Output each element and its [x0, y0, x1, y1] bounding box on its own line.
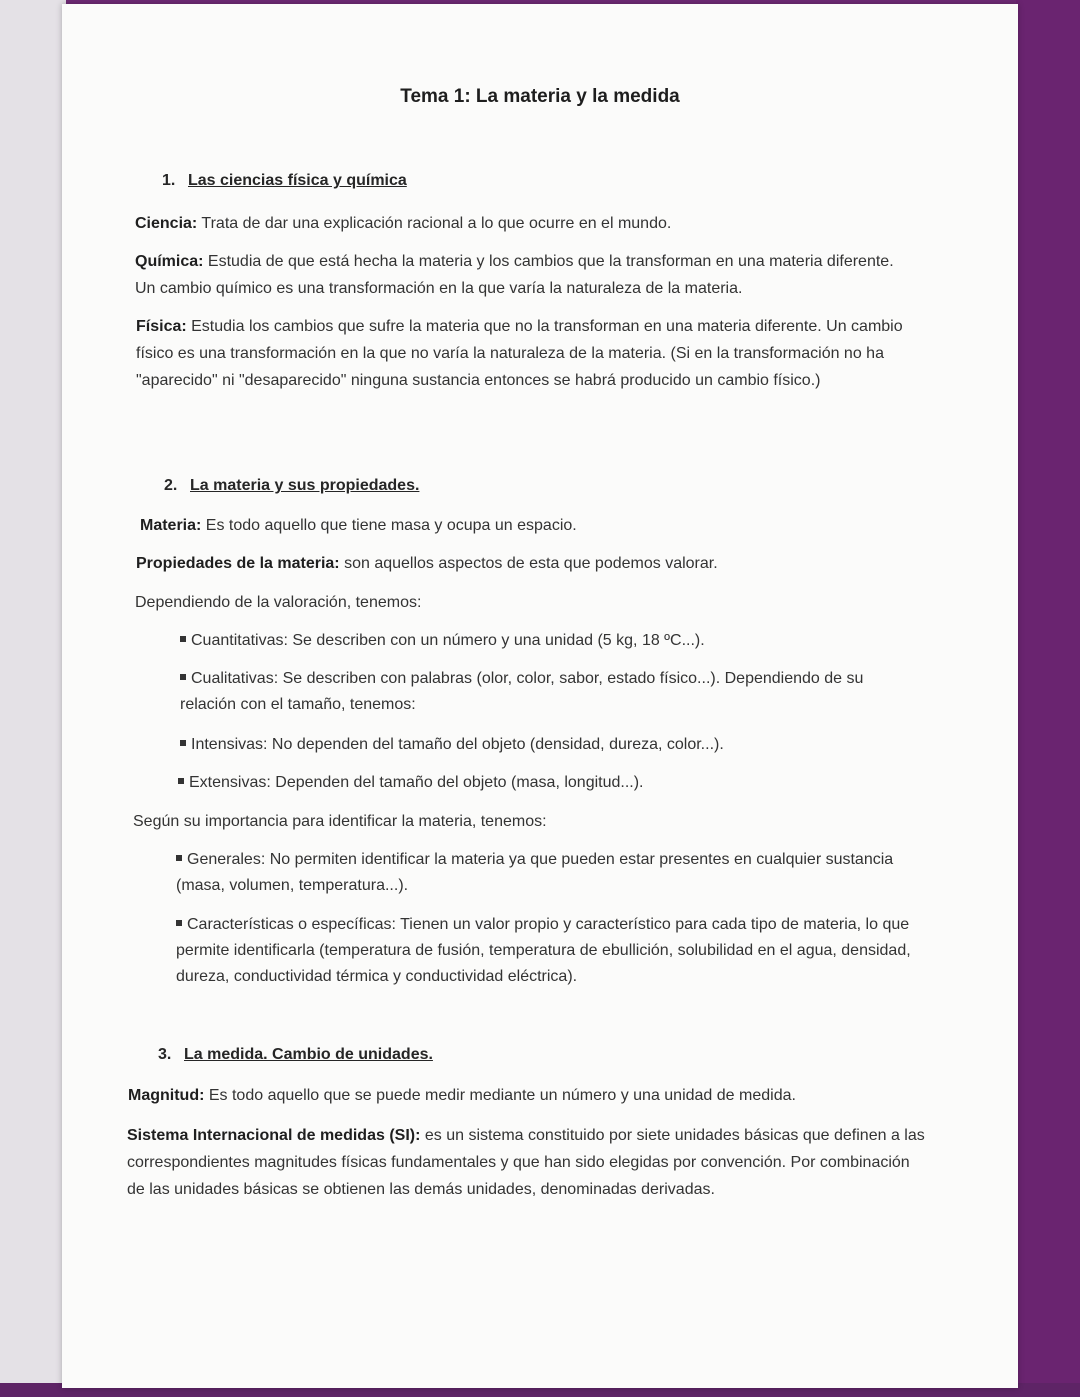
background-left-edge: [0, 0, 66, 1397]
bullet-square-icon: [180, 674, 186, 680]
section-2-title: La materia y sus propiedades.: [190, 477, 420, 494]
bullet-square-icon: [176, 920, 182, 926]
text-materia: Es todo aquello que tiene masa y ocupa un espacio.: [201, 517, 577, 534]
background-right-edge: [1016, 0, 1080, 1397]
section-2-heading: [164, 477, 419, 495]
text-ciencia: Trata de dar una explicación racional a lo que ocurre en el mundo.: [197, 215, 672, 232]
list-item-text: Características o específicas: Tienen un valor propio y característico para cada tipo de materia, lo que permite identificarla (temperatura de fusión, temperatura de ebullición, solubilidad en el agua, densidad, dureza, conductividad térmica y conductividad eléctrica).: [176, 916, 911, 985]
bullet-square-icon: [176, 855, 182, 861]
definition-ciencia: [135, 210, 935, 237]
list-item-cuantitativas: [180, 628, 920, 654]
text-si: es un sistema constituido por siete unidades básicas que definen a las correspondientes magnitudes físicas fundamentales y que han sido elegidas por convención. Por combinación de las unidades básicas se obtienen las demás unidades, denominadas derivadas.: [127, 1127, 925, 1198]
list-item-intensivas: [180, 732, 920, 758]
definition-si: [127, 1122, 927, 1203]
bullet-square-icon: [178, 778, 184, 784]
definition-magnitud: [128, 1082, 928, 1109]
section-3-title: La medida. Cambio de unidades.: [184, 1046, 433, 1063]
text-propiedades: son aquellos aspectos de esta que podemos valorar.: [339, 555, 718, 572]
definition-fisica: [136, 313, 936, 394]
term-materia: Materia:: [140, 517, 202, 534]
term-fisica: Física:: [136, 318, 187, 335]
list-item-text: Intensivas: No dependen del tamaño del objeto (densidad, dureza, color...).: [191, 736, 724, 753]
page-title: Tema 1: La materia y la medida: [400, 86, 680, 107]
section-3-number: 3.: [158, 1046, 172, 1063]
term-magnitud: Magnitud:: [128, 1087, 205, 1104]
list-item-cualitativas: [180, 666, 920, 718]
section-1-number: 1.: [162, 172, 176, 189]
list-item-extensivas: [178, 770, 918, 796]
term-si: Sistema Internacional de medidas (SI):: [127, 1127, 421, 1144]
list-item-text: Cuantitativas: Se describen con un número y una unidad (5 kg, 18 ºC...).: [191, 632, 705, 649]
list-item-text: Cualitativas: Se describen con palabras (olor, color, sabor, estado físico...). Dependiendo de su relación con el tamaño, tenemos:: [180, 670, 864, 713]
list-item-text: Extensivas: Dependen del tamaño del objeto (masa, longitud...).: [189, 774, 644, 791]
list-item-caracteristicas: [176, 912, 916, 990]
valoracion-intro: Dependiendo de la valoración, tenemos:: [135, 594, 422, 611]
text-quimica: Estudia de que está hecha la materia y los cambios que la transforman en una materia diferente. Un cambio químico es una transformación en la que varía la naturaleza de la materia.: [135, 253, 894, 297]
section-1-heading: [162, 172, 407, 190]
term-propiedades: Propiedades de la materia:: [136, 555, 340, 572]
bullet-square-icon: [180, 740, 186, 746]
term-quimica: Química:: [135, 253, 204, 270]
term-ciencia: Ciencia:: [135, 215, 198, 232]
section-1-title: Las ciencias física y química: [188, 172, 407, 189]
definition-materia: [140, 512, 920, 539]
text-magnitud: Es todo aquello que se puede medir mediante un número y una unidad de medida.: [204, 1087, 796, 1104]
list-item-generales: [176, 847, 916, 899]
text-fisica: Estudia los cambios que sufre la materia que no la transforman en una materia diferente. Un cambio físico es una transformación en la que no varía la naturaleza de la materia. (Si en la transformación no ha "aparecido" ni "desaparecido" ninguna sustancia entonces se habrá producido un cambio físico.): [136, 318, 903, 389]
bullet-square-icon: [180, 636, 186, 642]
section-2-number: 2.: [164, 477, 178, 494]
definition-propiedades: [136, 550, 936, 577]
importancia-intro: Según su importancia para identificar la materia, tenemos:: [133, 813, 547, 830]
list-item-text: Generales: No permiten identificar la materia ya que pueden estar presentes en cualquier sustancia (masa, volumen, temperatura...).: [176, 851, 894, 894]
definition-quimica: [135, 248, 905, 302]
section-3-heading: [158, 1046, 433, 1064]
